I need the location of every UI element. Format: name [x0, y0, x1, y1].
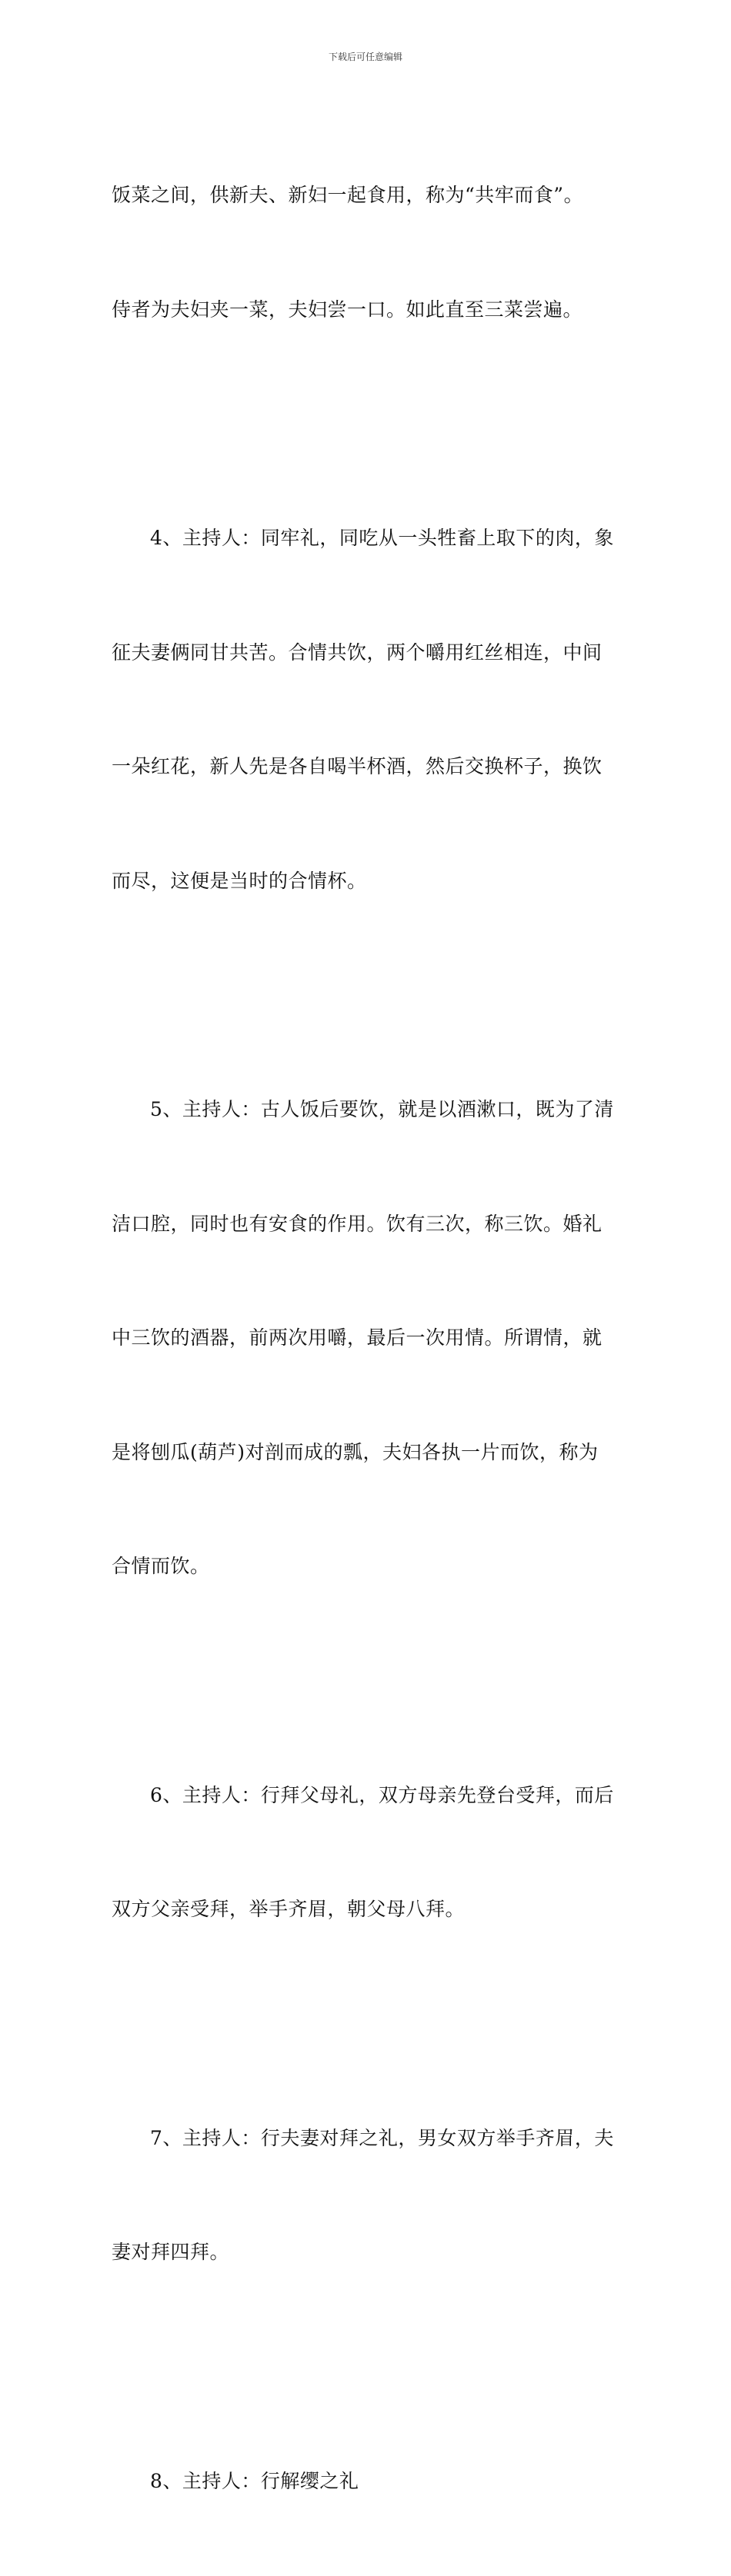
- paragraph-gap: [112, 2005, 627, 2043]
- paragraph-line: 双方父亲受拜，举手齐眉，朝父母八拜。: [112, 1890, 627, 1929]
- paragraph-1: [112, 100, 627, 404]
- paragraph-6: [112, 2386, 627, 2576]
- paragraph-line: 洁口腔，同时也有安食的作用。饮有三次，称三饮。婚礼: [112, 1205, 627, 1243]
- paragraph-line: 而尽，这便是当时的合情杯。: [112, 862, 627, 900]
- paragraph-line: 合情而饮。: [112, 1547, 627, 1586]
- paragraph-line: 是将刨瓜(葫芦)对剖而成的瓢，夫妇各执一片而饮，称为: [112, 1433, 627, 1472]
- paragraph-line: 中三饮的酒器，前两次用嚼，最后一次用情。所谓情，就: [112, 1319, 627, 1357]
- paragraph-gap: [112, 2348, 627, 2386]
- paragraph-line: 一朵红花，新人先是各自喝半杯酒，然后交换杯子，换饮: [112, 747, 627, 786]
- paragraph-line: 征夫妻俩同甘共苦。合情共饮，两个嚼用红丝相连，中间: [112, 634, 627, 672]
- paragraph-line: 4、主持人：同牢礼，同吃从一头牲畜上取下的肉，象: [112, 519, 627, 557]
- paragraph-4: [112, 1700, 627, 2005]
- paragraph-line: 8、主持人：行解缨之礼: [112, 2462, 627, 2501]
- paragraph-line: 侍者为夫妇夹一菜，夫妇尝一口。如此直至三菜尝遍。: [112, 291, 627, 329]
- paragraph-line: 5、主持人：古人饭后要饮，就是以酒漱口，既为了清: [112, 1090, 627, 1129]
- paragraph-gap: [112, 976, 627, 1014]
- paragraph-5: [112, 2043, 627, 2348]
- paragraph-line: 饭菜之间，供新夫、新妇一起食用，称为“共牢而食”。: [112, 176, 627, 215]
- paragraph-line: 6、主持人：行拜父母礼，双方母亲先登台受拜，而后: [112, 1776, 627, 1815]
- paragraph-line: 妻对拜四拜。: [112, 2233, 627, 2271]
- page-header: 下载后可任意编辑: [0, 51, 731, 63]
- paragraph-line: 7、主持人：行夫妻对拜之礼，男女双方举手齐眉，夫: [112, 2119, 627, 2158]
- document-body: [112, 100, 627, 2576]
- paragraph-gap: [112, 404, 627, 443]
- paragraph-gap: [112, 1662, 627, 1700]
- paragraph-3: [112, 1014, 627, 1662]
- paragraph-2: [112, 443, 627, 976]
